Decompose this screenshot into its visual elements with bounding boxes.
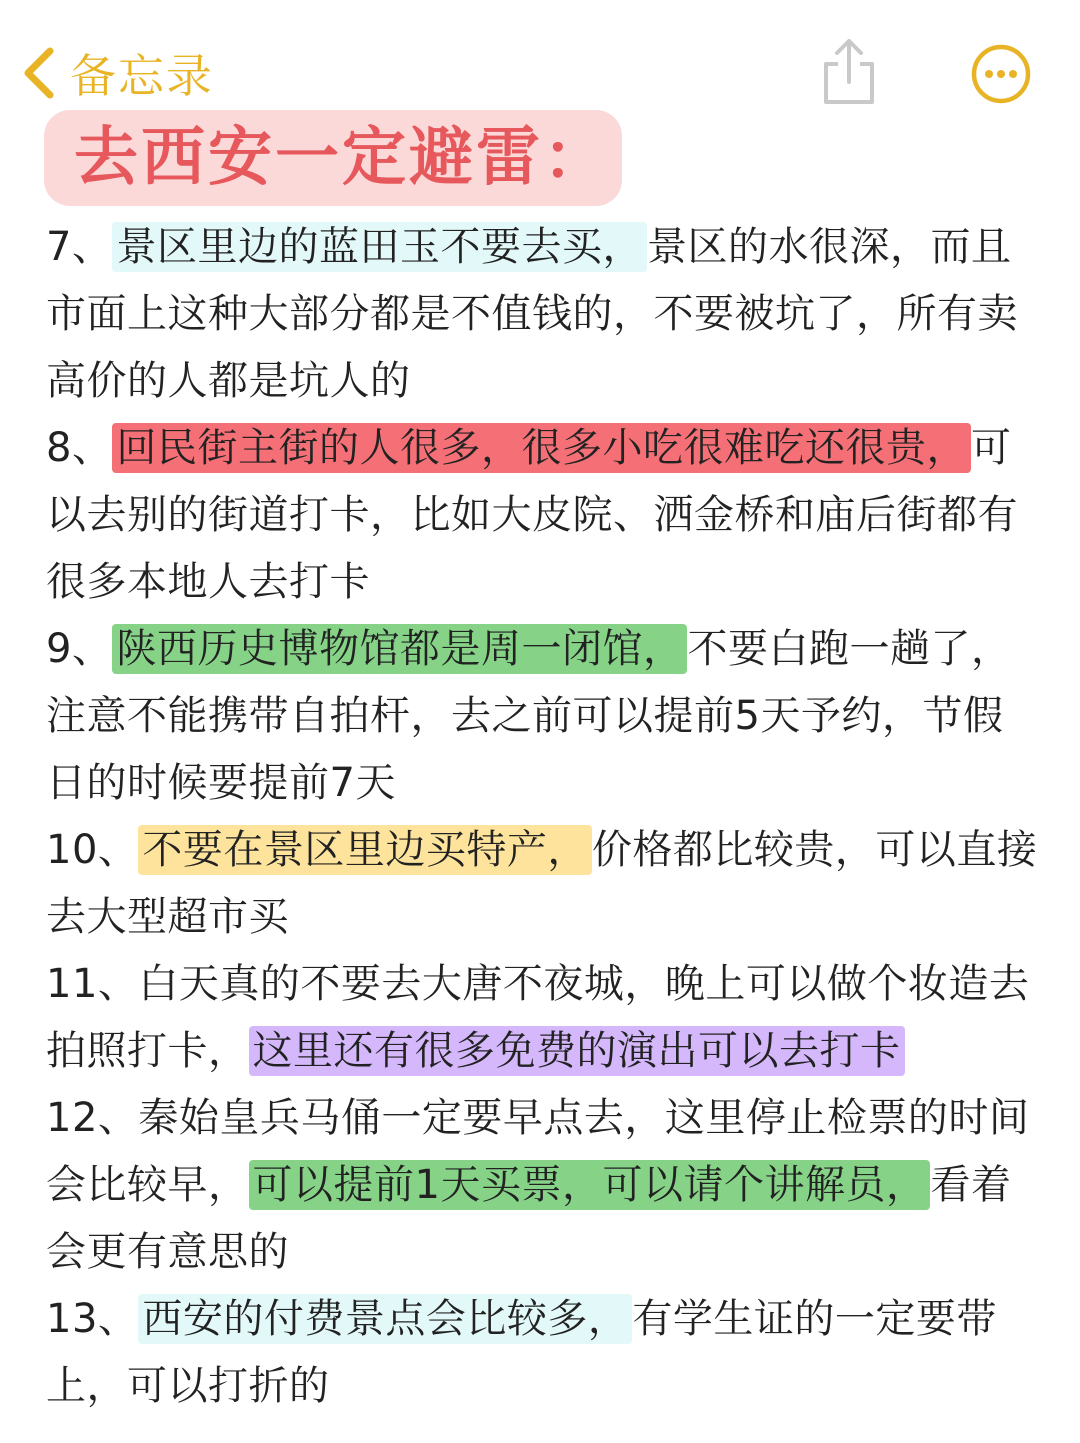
line-text: 11、白天真的不要去大唐不夜城，晚上可以做个妆造去 <box>46 961 1030 1007</box>
note-body[interactable] <box>46 214 1042 1420</box>
line-text: 日的时候要提前7天 <box>46 760 396 806</box>
note-line <box>46 1286 1042 1353</box>
note-line <box>46 415 1042 482</box>
highlight-yellow: 不要在景区里边买特产， <box>138 825 592 875</box>
line-text: 去大型超市买 <box>46 894 289 940</box>
line-text: 注意不能携带自拍杆，去之前可以提前5天予约，节假 <box>46 693 1004 739</box>
highlight-green: 陕西历史博物馆都是周一闭馆， <box>112 624 687 674</box>
line-text: 拍照打卡， <box>46 1028 249 1074</box>
highlight-cyan: 西安的付费景点会比较多， <box>138 1294 632 1344</box>
line-text: 10、 <box>46 827 139 873</box>
note-line <box>46 1152 1042 1219</box>
highlight-cyan: 景区里边的蓝田玉不要去买， <box>112 222 647 272</box>
line-text: 价格都比较贵，可以直接 <box>591 827 1038 873</box>
note-line <box>46 683 1042 750</box>
line-text: 有学生证的一定要带 <box>632 1296 997 1342</box>
highlight-green: 可以提前1天买票，可以请个讲解员， <box>249 1160 931 1210</box>
note-line <box>46 750 1042 817</box>
line-text: 看着 <box>930 1162 1012 1208</box>
line-text: 高价的人都是坑人的 <box>46 358 411 404</box>
line-text: 8、 <box>46 425 113 471</box>
more-button[interactable] <box>970 43 1032 105</box>
line-text: 7、 <box>46 224 113 270</box>
note-line <box>46 214 1042 281</box>
highlight-purple: 这里还有很多免费的演出可以去打卡 <box>249 1026 905 1076</box>
line-text: 很多本地人去打卡 <box>46 559 370 605</box>
line-text: 景区的水很深，而且 <box>646 224 1012 270</box>
back-button[interactable] <box>20 38 214 108</box>
line-text: 上，可以打折的 <box>46 1363 330 1409</box>
note-line <box>46 616 1042 683</box>
note-line <box>46 1085 1042 1152</box>
note-line <box>46 1018 1042 1085</box>
line-text: 可 <box>970 425 1012 471</box>
note-line <box>46 482 1042 549</box>
line-text: 以去别的街道打卡，比如大皮院、洒金桥和庙后街都有 <box>46 492 1018 538</box>
note-title: 去西安一定避雷： <box>74 121 610 195</box>
line-text: 市面上这种大部分都是不值钱的，不要被坑了，所有卖 <box>46 291 1018 337</box>
line-text: 不要白跑一趟了， <box>687 626 1012 672</box>
nav-bar <box>0 0 1080 110</box>
note-line <box>46 549 1042 616</box>
note-line <box>46 348 1042 415</box>
more-horizontal-icon <box>970 90 1032 109</box>
line-text: 13、 <box>46 1296 139 1342</box>
highlight-red: 回民街主街的人很多，很多小吃很难吃还很贵， <box>112 423 971 473</box>
note-line <box>46 951 1042 1018</box>
note-line <box>46 1219 1042 1286</box>
share-button[interactable] <box>818 36 880 108</box>
line-text: 12、秦始皇兵马俑一定要早点去，这里停止检票的时间 <box>46 1095 1030 1141</box>
line-text: 9、 <box>46 626 113 672</box>
note-line <box>46 281 1042 348</box>
note-title-box <box>44 110 622 206</box>
share-icon <box>818 93 880 112</box>
note-line <box>46 817 1042 884</box>
line-text: 会更有意思的 <box>46 1229 289 1275</box>
note-line <box>46 1353 1042 1420</box>
chevron-left-icon <box>20 45 56 101</box>
note-line <box>46 884 1042 951</box>
back-label: 备忘录 <box>70 49 214 103</box>
line-text: 会比较早， <box>46 1162 249 1208</box>
